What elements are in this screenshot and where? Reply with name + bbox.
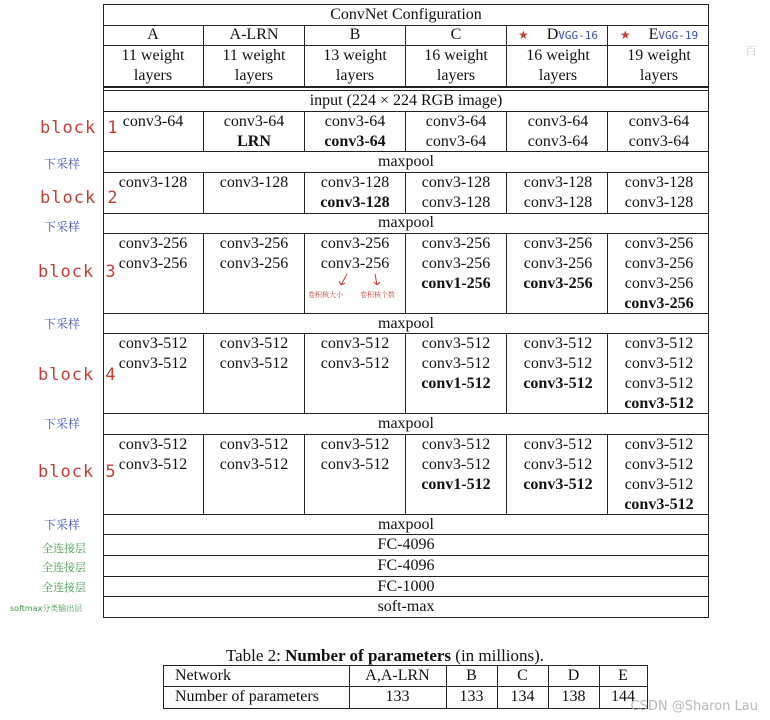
block2-a: conv3-128 xyxy=(118,174,188,191)
block1-a: conv3-64 xyxy=(122,113,184,130)
vgg19-note: VGG-19 xyxy=(658,29,699,42)
input-row: input (224 × 224 RGB image) xyxy=(309,92,503,109)
param-value-b: 133 xyxy=(459,688,484,705)
block4-c: conv3-512 conv3-512 conv1-512 xyxy=(421,335,491,392)
block3-c: conv3-256 conv3-256 conv1-256 xyxy=(421,235,491,292)
block1-d: conv3-64 conv3-64 xyxy=(527,113,589,150)
table2-caption: Table 2: Number of parameters (in millions). xyxy=(225,646,545,665)
star-icon: ★ xyxy=(619,28,631,42)
column-name-e: E xyxy=(648,26,659,43)
param-header-b: B xyxy=(466,667,477,684)
param-value-e: 144 xyxy=(611,688,635,705)
column-desc-b: 13 weight layers xyxy=(323,47,387,84)
note-downsample-2: 下采样 xyxy=(44,220,81,234)
column-desc-a-lrn: 11 weight layers xyxy=(222,47,286,84)
note-downsample-3: 下采样 xyxy=(44,317,81,331)
block5-a: conv3-512 conv3-512 xyxy=(118,436,188,473)
note-fc-1: 全连接层 xyxy=(42,542,86,555)
block1-a-lrn: conv3-64 LRN xyxy=(223,113,285,150)
block2-a-lrn: conv3-128 xyxy=(219,174,289,191)
param-row-label: Number of parameters xyxy=(175,688,319,705)
column-name-a: A xyxy=(147,26,159,43)
vgg16-note: VGG-16 xyxy=(558,29,599,42)
column-name-c: C xyxy=(450,26,462,43)
annotation-kernel-size: 卷积核大小 xyxy=(308,291,343,299)
block4-d: conv3-512 conv3-512 conv3-512 xyxy=(523,335,593,392)
block1-e: conv3-64 conv3-64 xyxy=(628,113,690,150)
fc-4096-1: FC-4096 xyxy=(377,536,435,553)
column-name-d: D xyxy=(546,26,559,43)
note-block5: block 5 xyxy=(38,462,117,482)
block3-e: conv3-256 conv3-256 conv3-256 conv3-256 xyxy=(624,235,694,312)
block3-a: conv3-256 conv3-256 xyxy=(118,235,188,272)
block2-e: conv3-128 conv3-128 xyxy=(624,174,694,211)
block2-b: conv3-128 conv3-128 xyxy=(320,174,390,211)
parameters-table xyxy=(163,665,648,709)
block5-d: conv3-512 conv3-512 conv3-512 xyxy=(523,436,593,493)
column-desc-e: 19 weight layers xyxy=(627,47,691,84)
block2-c: conv3-128 conv3-128 xyxy=(421,174,491,211)
param-header-e: E xyxy=(618,667,628,684)
maxpool-3: maxpool xyxy=(378,315,434,332)
note-fc-2: 全连接层 xyxy=(42,561,86,574)
block4-e: conv3-512 conv3-512 conv3-512 conv3-512 xyxy=(624,335,694,412)
param-value-c: 134 xyxy=(510,688,535,705)
watermark: CSDN @Sharon Lau xyxy=(630,699,758,714)
softmax-row: soft-max xyxy=(377,598,435,615)
block4-b: conv3-512 conv3-512 xyxy=(320,335,390,372)
column-desc-a: 11 weight layers xyxy=(121,47,185,84)
annotation-kernel-count: 卷积核个数 xyxy=(360,291,395,299)
note-fc-3: 全连接层 xyxy=(42,581,86,594)
column-name-b: B xyxy=(349,26,361,43)
maxpool-5: maxpool xyxy=(378,516,434,533)
column-desc-d: 16 weight layers xyxy=(526,47,590,84)
note-downsample-1: 下采样 xyxy=(44,157,81,171)
block1-c: conv3-64 conv3-64 xyxy=(425,113,487,150)
convnet-configuration-table xyxy=(103,4,709,618)
note-block3: block 3 xyxy=(38,262,117,282)
param-value-a: 133 xyxy=(385,688,410,705)
fc-1000: FC-1000 xyxy=(377,578,435,595)
param-header-a: A,A-LRN xyxy=(365,667,430,684)
param-header-network: Network xyxy=(175,667,231,684)
maxpool-2: maxpool xyxy=(378,214,434,231)
maxpool-1: maxpool xyxy=(378,153,434,170)
block5-e: conv3-512 conv3-512 conv3-512 conv3-512 xyxy=(624,436,694,513)
block3-d: conv3-256 conv3-256 conv3-256 xyxy=(523,235,593,292)
block5-b: conv3-512 conv3-512 xyxy=(320,436,390,473)
table-title: ConvNet Configuration xyxy=(330,6,482,23)
block3-a-lrn: conv3-256 conv3-256 xyxy=(219,235,289,272)
block5-c: conv3-512 conv3-512 conv1-512 xyxy=(421,436,491,493)
block3-b: conv3-256 conv3-256 xyxy=(320,235,390,272)
param-value-d: 138 xyxy=(561,688,586,705)
param-header-d: D xyxy=(567,667,580,684)
fc-4096-2: FC-4096 xyxy=(377,557,435,574)
maxpool-4: maxpool xyxy=(378,415,434,432)
annotation-arrows xyxy=(305,272,405,290)
note-downsample-5: 下采样 xyxy=(44,518,81,532)
star-icon: ★ xyxy=(517,28,529,42)
block5-a-lrn: conv3-512 conv3-512 xyxy=(219,436,289,473)
column-name-a-lrn: A-LRN xyxy=(229,26,279,43)
edge-glyph: 百 xyxy=(745,44,758,58)
note-block2: block 2 xyxy=(40,188,119,208)
note-softmax: softmax分类输出层 xyxy=(10,604,83,613)
column-name-d-wrap xyxy=(508,25,608,46)
block4-a-lrn: conv3-512 conv3-512 xyxy=(219,335,289,372)
block4-a: conv3-512 conv3-512 xyxy=(118,335,188,372)
column-desc-c: 16 weight layers xyxy=(424,47,488,84)
param-header-c: C xyxy=(517,667,528,684)
block1-b: conv3-64 conv3-64 xyxy=(324,113,386,150)
note-downsample-4: 下采样 xyxy=(44,417,81,431)
note-block4: block 4 xyxy=(38,365,117,385)
column-name-e-wrap xyxy=(609,25,709,46)
block2-d: conv3-128 conv3-128 xyxy=(523,174,593,211)
note-block1: block 1 xyxy=(40,118,119,138)
